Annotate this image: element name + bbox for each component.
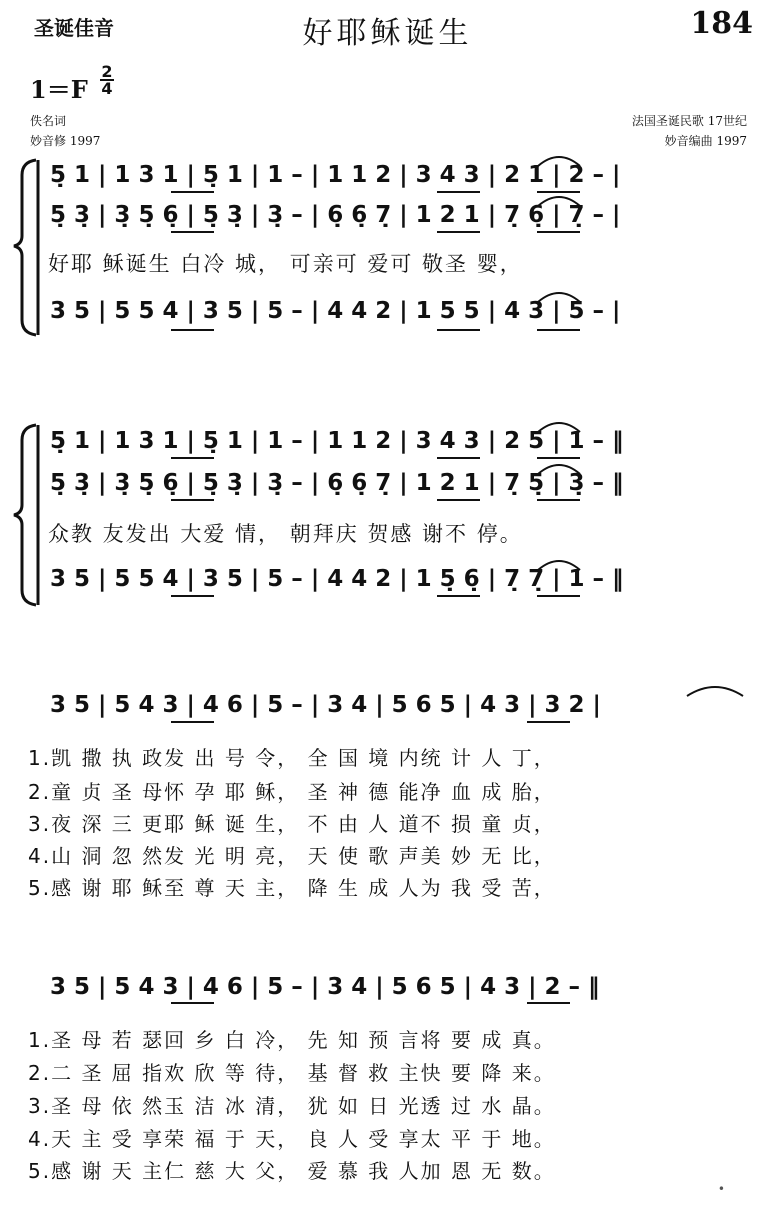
verse-line: 4.山 洞 忽 然发 光 明 亮， 天 使 歌 声美 妙 无 比， — [28, 844, 556, 868]
alto-line: 5̣ 3̣ | 3̣ 5̣ 6̣ | 5̣ 3̣ | 3̣ – | 6̣ 6̣ 7̣ | 1 2 1 | 7̣ 6̣ | 7̣ – | — [50, 202, 621, 228]
song-title: 好耶稣诞生 — [302, 16, 473, 51]
arranger-credit: 妙音编曲 1997 — [664, 134, 747, 148]
refrain-melody: 3 5 | 5 4 3 | 4 6 | 5 – | 3 4 | 5 6 5 | 4 3 | 3 2 | — [50, 692, 601, 718]
verse-line: 2.二 圣 屈 指欢 欣 等 待， 基 督 救 主快 要 降 来。 — [28, 1061, 556, 1085]
lyrics-line: 众教 友发出 大爱 情， 朝拜庆 贺感 谢不 停。 — [48, 522, 523, 546]
time-bottom: 4 — [101, 79, 113, 98]
soprano-line: 5̣ 1 | 1 3 1 | 5̣ 1 | 1 – | 1 1 2 | 3 4 3 | 2 5 | 1 – ‖ — [50, 428, 624, 454]
system-brace — [14, 425, 36, 605]
bass-line: 3 5 | 5 5 4 | 3 5 | 5 – | 4 4 2 | 1 5̣ 6̣ | 7̣ 7̣ | 1 – ‖ — [50, 566, 624, 592]
verse-line: 5.感 谢 天 主仁 慈 大 父， 爱 慕 我 人加 恩 无 数。 — [28, 1159, 556, 1183]
key-signature: 1＝F — [30, 75, 88, 104]
verse-line: 5.感 谢 耶 稣至 尊 天 主， 降 生 成 人为 我 受 苦， — [28, 876, 556, 900]
soprano-line: 5̣ 1 | 1 3 1 | 5̣ 1 | 1 – | 1 1 2 | 3 4 3 | 2 1 | 2 – | — [50, 162, 621, 188]
bass-line: 3 5 | 5 5 4 | 3 5 | 5 – | 4 4 2 | 1 5 5 | 4 3 | 5 – | — [50, 298, 621, 324]
time-top: 2 — [101, 62, 113, 81]
alto-line: 5̣ 3̣ | 3̣ 5̣ 6̣ | 5̣ 3̣ | 3̣ – | 6̣ 6̣ 7̣ | 1 2 1 | 7̣ 5̣ | 3̣ – ‖ — [50, 470, 624, 496]
book-title: 圣诞佳音 — [34, 16, 114, 40]
verse-line: 3.夜 深 三 更耶 稣 诞 生， 不 由 人 道不 损 童 贞， — [28, 812, 556, 836]
verse-line: 1.圣 母 若 瑟回 乡 白 冷， 先 知 预 言将 要 成 真。 — [28, 1028, 556, 1052]
page-number: 184 — [690, 6, 753, 41]
verse-line: 3.圣 母 依 然玉 洁 冰 清， 犹 如 日 光透 过 水 晶。 — [28, 1094, 556, 1118]
verse-line: 2.童 贞 圣 母怀 孕 耶 稣， 圣 神 德 能净 血 成 胎， — [28, 780, 556, 804]
origin-credit: 法国圣诞民歌 17世纪 — [631, 114, 747, 128]
lyrics-line: 好耶 稣诞生 白冷 城， 可亲可 爱可 敬圣 婴， — [48, 252, 523, 276]
refrain-melody: 3 5 | 5 4 3 | 4 6 | 5 – | 3 4 | 5 6 5 | 4 3 | 2 – ‖ — [50, 974, 600, 1000]
footer-mark: • — [717, 1182, 725, 1196]
verse-line: 1.凯 撒 执 政发 出 号 令， 全 国 境 内统 计 人 丁， — [28, 746, 556, 770]
lyricist-credit: 佚名词 — [30, 114, 67, 128]
slur-marks — [538, 157, 743, 696]
verse-line: 4.天 主 受 享荣 福 于 天， 良 人 受 享太 平 于 地。 — [28, 1127, 556, 1151]
reviser-credit: 妙音修 1997 — [30, 134, 101, 148]
system-brace — [14, 160, 36, 335]
